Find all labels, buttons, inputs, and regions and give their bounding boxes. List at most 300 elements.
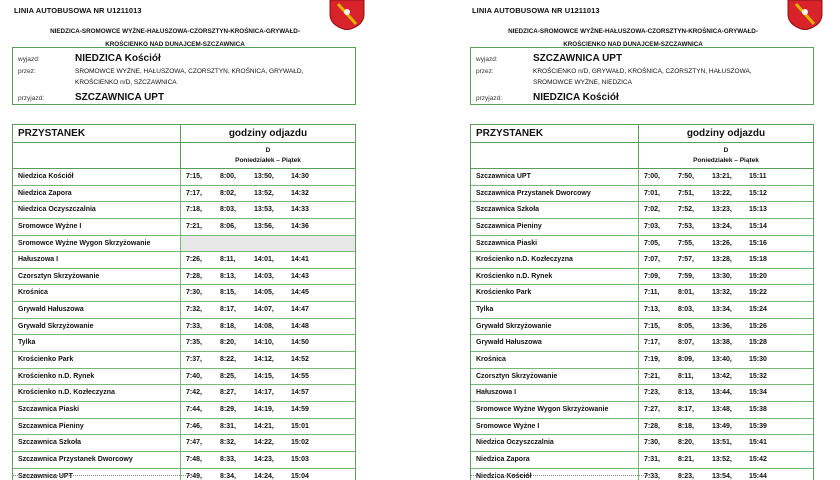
departure-time: 7:00, bbox=[644, 173, 660, 180]
timetable-row bbox=[13, 219, 355, 236]
stop-name: Krościenko n.D. Rynek bbox=[471, 269, 639, 285]
departure-time: 7:32, bbox=[186, 306, 202, 314]
departure-time: 15:18 bbox=[749, 256, 767, 264]
departure-time: 14:32 bbox=[291, 189, 309, 197]
stop-name: Krościenko n.D. Kozłeczyzna bbox=[471, 252, 639, 268]
departure-times bbox=[181, 252, 355, 268]
via-line-2: KROŚCIENKO n/D, SZCZAWNICA bbox=[75, 79, 177, 86]
departure-time: 7:07, bbox=[644, 256, 660, 264]
timetable-row bbox=[13, 252, 355, 269]
departure-times bbox=[181, 186, 355, 202]
departure-times bbox=[639, 319, 813, 335]
departure-time: 8:32, bbox=[220, 439, 236, 447]
departure-time: 7:30, bbox=[186, 289, 202, 297]
departure-time: 8:18, bbox=[220, 322, 236, 330]
departure-time: 15:20 bbox=[749, 272, 767, 280]
footnote-divider bbox=[12, 475, 192, 478]
departure-time: 14:22, bbox=[254, 439, 274, 447]
stop-name: Hałuszowa I bbox=[471, 385, 639, 401]
timetable-row bbox=[471, 302, 813, 319]
stop-name: Grywałd Hałuszowa bbox=[471, 335, 639, 351]
departure-time: 15:41 bbox=[749, 439, 767, 447]
stop-name: Krościenko n.D. Rynek bbox=[13, 369, 181, 385]
stop-name: Niedzica Kościół bbox=[13, 169, 181, 185]
departure-time: 14:59 bbox=[291, 405, 309, 413]
stop-name: Sromowce Wyżne Wygon Skrzyżowanie bbox=[13, 236, 181, 252]
departure-time: 7:21, bbox=[186, 222, 202, 230]
departure-time: 13:28, bbox=[712, 256, 732, 264]
departure-time: 7:35, bbox=[186, 339, 202, 347]
via-label: przez: bbox=[18, 68, 36, 75]
departure-time: 13:34, bbox=[712, 306, 732, 314]
departure-time: 13:24, bbox=[712, 222, 732, 230]
departure-time: 14:15, bbox=[254, 372, 274, 380]
departure-time: 14:10, bbox=[254, 339, 274, 347]
stop-name: Szczawnica UPT bbox=[13, 469, 181, 480]
stop-name: Szczawnica Przystanek Dworcowy bbox=[471, 186, 639, 202]
departure-time: 13:40, bbox=[712, 356, 732, 364]
departure-time: 7:42, bbox=[186, 389, 202, 397]
timetable-row bbox=[471, 169, 813, 186]
departure-time: 8:13, bbox=[678, 389, 694, 397]
departure-time: 7:26, bbox=[186, 256, 202, 264]
timetable-row bbox=[471, 252, 813, 269]
departure-time: 8:22, bbox=[220, 356, 236, 364]
departure-time: 7:18, bbox=[186, 206, 202, 214]
departure-time: 8:18, bbox=[678, 422, 694, 430]
departure-time: 7:17, bbox=[186, 189, 202, 197]
stop-subheader-blank bbox=[471, 143, 639, 168]
timetable-row bbox=[471, 186, 813, 203]
stop-name: Niedzica Oczyszczalnia bbox=[13, 202, 181, 218]
departure-time: 8:07, bbox=[678, 339, 694, 347]
departure-times bbox=[181, 302, 355, 318]
departure-time: 13:48, bbox=[712, 405, 732, 413]
departure-label: wyjazd: bbox=[18, 56, 40, 63]
departure-time: 7:49, bbox=[186, 472, 202, 480]
departure-time: 14:55 bbox=[291, 372, 309, 380]
departure-time: 13:51, bbox=[712, 439, 732, 447]
line-title: LINIA AUTOBUSOWA NR U1211013 bbox=[14, 6, 142, 15]
stop-column-header: PRZYSTANEK bbox=[13, 125, 181, 142]
via-label: przez: bbox=[476, 68, 494, 75]
stop-name: Czorsztyn Skrzyżowanie bbox=[471, 369, 639, 385]
departure-times bbox=[181, 335, 355, 351]
departure-time: 13:30, bbox=[712, 272, 732, 280]
departure-time: 7:44, bbox=[186, 405, 202, 413]
arrival-value: SZCZAWNICA UPT bbox=[75, 92, 165, 103]
route-line-2: KROŚCIENKO NAD DUNAJCEM-SZCZAWNICA bbox=[105, 41, 245, 48]
departure-time: 8:27, bbox=[220, 389, 236, 397]
timetable bbox=[12, 124, 356, 480]
departure-time bbox=[186, 236, 220, 252]
departure-time: 7:37, bbox=[186, 356, 202, 364]
arrival-label: przyjazd: bbox=[476, 95, 503, 102]
stop-name: Niedzica Kościół bbox=[471, 469, 639, 480]
timetable-row bbox=[13, 369, 355, 386]
timetable-row bbox=[13, 402, 355, 419]
route-line-1: NIEDZICA-SROMOWCE WYŻNE-HAŁUSZOWA-CZORSZTYN-KROŚNICA-GRYWAŁD- bbox=[508, 28, 758, 35]
stop-name: Grywałd Hałuszowa bbox=[13, 302, 181, 318]
timetable-row bbox=[471, 385, 813, 402]
timetable-row bbox=[471, 236, 813, 253]
departure-times bbox=[639, 169, 813, 185]
departure-time: 8:09, bbox=[678, 356, 694, 364]
departure-time: 8:31, bbox=[220, 422, 236, 430]
departure-times bbox=[639, 236, 813, 252]
stop-name: Niedzica Oczyszczalnia bbox=[471, 435, 639, 451]
departure-time: 14:48 bbox=[291, 322, 309, 330]
departure-time: 7:33, bbox=[644, 472, 660, 480]
departure-time: 14:08, bbox=[254, 322, 274, 330]
departure-time: 15:38 bbox=[749, 405, 767, 413]
departure-times bbox=[639, 435, 813, 451]
departure-time: 7:09, bbox=[644, 272, 660, 280]
stop-name: Krościenko Park bbox=[13, 352, 181, 368]
departure-time: 8:23, bbox=[678, 472, 694, 480]
timetable-row bbox=[13, 385, 355, 402]
departure-time: 8:20, bbox=[678, 439, 694, 447]
departure-time: 14:50 bbox=[291, 339, 309, 347]
departure-time: 7:11, bbox=[644, 289, 660, 297]
timetable-row bbox=[471, 419, 813, 436]
departure-time: 13:52, bbox=[254, 189, 274, 197]
departure-times bbox=[639, 202, 813, 218]
timetable bbox=[470, 124, 814, 480]
timetable-row bbox=[13, 236, 355, 253]
via-value bbox=[533, 66, 803, 88]
departure-time: 13:38, bbox=[712, 339, 732, 347]
stop-name: Krościenko n.D. Kozłeczyzna bbox=[13, 385, 181, 401]
departure-time: 14:01, bbox=[254, 256, 274, 264]
stop-name: Szczawnica Szkoła bbox=[13, 435, 181, 451]
departure-time: 14:30 bbox=[291, 173, 309, 180]
via-line-1: SROMOWCE WYŻNE, HAŁUSZOWA, CZORSZTYN, KROŚNICA, GRYWAŁD, bbox=[75, 68, 304, 75]
timetable-row bbox=[471, 402, 813, 419]
departure-time: 7:40, bbox=[186, 372, 202, 380]
timetable-row bbox=[471, 335, 813, 352]
departure-time: 7:28, bbox=[186, 272, 202, 280]
timetable-row bbox=[13, 352, 355, 369]
departure-time: 14:17, bbox=[254, 389, 274, 397]
departure-times bbox=[181, 269, 355, 285]
departure-time: 7:02, bbox=[644, 206, 660, 214]
stop-name: Krościenko Park bbox=[471, 285, 639, 301]
departure-time: 13:44, bbox=[712, 389, 732, 397]
departure-time: 15:16 bbox=[749, 239, 767, 247]
departure-time: 7:28, bbox=[644, 422, 660, 430]
route-info-box bbox=[12, 47, 356, 105]
timetable-row bbox=[13, 186, 355, 203]
departure-times bbox=[639, 252, 813, 268]
departure-time: 14:43 bbox=[291, 272, 309, 280]
timetable-row bbox=[471, 202, 813, 219]
departure-times bbox=[181, 452, 355, 468]
timetable-rows bbox=[13, 169, 355, 480]
stop-name: Sromowce Wyżne I bbox=[471, 419, 639, 435]
departure-times bbox=[639, 385, 813, 401]
via-value bbox=[75, 66, 345, 88]
departure-time: 15:26 bbox=[749, 322, 767, 330]
departure-time: 8:03, bbox=[220, 206, 236, 214]
departure-times bbox=[639, 402, 813, 418]
timetable-row bbox=[13, 335, 355, 352]
departure-times bbox=[639, 186, 813, 202]
departure-time: 8:17, bbox=[678, 405, 694, 413]
departure-time: 7:13, bbox=[644, 306, 660, 314]
departure-time: 8:01, bbox=[678, 289, 694, 297]
departure-time: 7:21, bbox=[644, 372, 660, 380]
timetable-row bbox=[13, 169, 355, 186]
departure-time: 7:50, bbox=[678, 173, 694, 180]
departure-time: 8:05, bbox=[678, 322, 694, 330]
departure-time: 13:23, bbox=[712, 206, 732, 214]
days-label: Poniedziałek – Piątek bbox=[693, 157, 759, 164]
departure-time: 14:23, bbox=[254, 455, 274, 463]
departure-time: 13:54, bbox=[712, 472, 732, 480]
departure-time: 8:11, bbox=[678, 372, 694, 380]
stop-name: Tylka bbox=[13, 335, 181, 351]
stop-name: Szczawnica Przystanek Dworcowy bbox=[13, 452, 181, 468]
departure-time: 7:05, bbox=[644, 239, 660, 247]
timetable-row bbox=[471, 269, 813, 286]
timetable-row bbox=[471, 435, 813, 452]
departure-time: 13:26, bbox=[712, 239, 732, 247]
timetable-row bbox=[13, 435, 355, 452]
stop-subheader-blank bbox=[13, 143, 181, 168]
departure-time: 7:17, bbox=[644, 339, 660, 347]
timetable-row bbox=[471, 219, 813, 236]
stop-name: Tylka bbox=[471, 302, 639, 318]
departure-times bbox=[639, 285, 813, 301]
departure-times bbox=[181, 236, 355, 252]
departure-time: 8:34, bbox=[220, 472, 236, 480]
departure-value: SZCZAWNICA UPT bbox=[533, 53, 623, 64]
departure-time: 7:30, bbox=[644, 439, 660, 447]
departure-time: 14:07, bbox=[254, 306, 274, 314]
departure-time: 15:01 bbox=[291, 422, 309, 430]
departure-time: 8:17, bbox=[220, 306, 236, 314]
departure-time: 7:53, bbox=[678, 222, 694, 230]
departure-time: 7:23, bbox=[644, 389, 660, 397]
departure-times bbox=[181, 169, 355, 185]
departure-times bbox=[639, 352, 813, 368]
departure-time: 13:49, bbox=[712, 422, 732, 430]
departure-time: 8:20, bbox=[220, 339, 236, 347]
departure-time: 7:31, bbox=[644, 455, 660, 463]
timetable-row bbox=[13, 269, 355, 286]
departure-time: 13:22, bbox=[712, 189, 732, 197]
departure-time: 15:24 bbox=[749, 306, 767, 314]
stop-name: Krośnica bbox=[13, 285, 181, 301]
departure-time: 13:36, bbox=[712, 322, 732, 330]
timetable-row bbox=[471, 352, 813, 369]
days-code: D bbox=[265, 147, 271, 154]
route-info-box bbox=[470, 47, 814, 105]
departure-time: 14:45 bbox=[291, 289, 309, 297]
departures-column-header: godziny odjazdu bbox=[686, 128, 766, 139]
departure-time: 14:47 bbox=[291, 306, 309, 314]
departure-time: 15:42 bbox=[749, 455, 767, 463]
route-line-2: KROŚCIENKO NAD DUNAJCEM-SZCZAWNICA bbox=[563, 41, 703, 48]
departure-time: 7:15, bbox=[186, 173, 202, 180]
departure-time: 7:46, bbox=[186, 422, 202, 430]
departure-times bbox=[639, 219, 813, 235]
timetable-rows bbox=[471, 169, 813, 480]
departure-time: 14:52 bbox=[291, 356, 309, 364]
departure-time: 15:34 bbox=[749, 389, 767, 397]
departure-times bbox=[181, 385, 355, 401]
departure-time: 14:41 bbox=[291, 256, 309, 264]
timetable-row bbox=[471, 285, 813, 302]
arrival-label: przyjazd: bbox=[18, 95, 45, 102]
departure-time: 15:13 bbox=[749, 206, 767, 214]
stop-name: Hałuszowa I bbox=[13, 252, 181, 268]
departure-time bbox=[291, 236, 325, 252]
departure-time: 7:33, bbox=[186, 322, 202, 330]
departure-times bbox=[181, 202, 355, 218]
departure-time: 8:15, bbox=[220, 289, 236, 297]
departure-time: 14:19, bbox=[254, 405, 274, 413]
departure-times bbox=[181, 402, 355, 418]
departure-time: 13:50, bbox=[254, 173, 274, 180]
departure-time: 13:52, bbox=[712, 455, 732, 463]
departure-time: 14:21, bbox=[254, 422, 274, 430]
departure-time: 8:11, bbox=[220, 256, 236, 264]
departure-time: 7:15, bbox=[644, 322, 660, 330]
stop-name: Niedzica Zapora bbox=[471, 452, 639, 468]
departure-time: 15:14 bbox=[749, 222, 767, 230]
departure-time: 8:29, bbox=[220, 405, 236, 413]
stop-name: Grywałd Skrzyżowanie bbox=[471, 319, 639, 335]
timetable-header bbox=[13, 125, 355, 143]
departure-times bbox=[181, 319, 355, 335]
departure-time: 13:56, bbox=[254, 222, 274, 230]
departure-time: 15:12 bbox=[749, 189, 767, 197]
departure-time: 8:02, bbox=[220, 189, 236, 197]
timetable-subheader bbox=[13, 143, 355, 169]
timetable-row bbox=[13, 319, 355, 336]
stop-name: Szczawnica Pieniny bbox=[471, 219, 639, 235]
departure-time: 7:59, bbox=[678, 272, 694, 280]
departure-value: NIEDZICA Kościół bbox=[75, 53, 161, 64]
stop-column-header: PRZYSTANEK bbox=[471, 125, 639, 142]
timetable-row bbox=[13, 452, 355, 469]
departure-time: 8:03, bbox=[678, 306, 694, 314]
departure-time: 14:36 bbox=[291, 222, 309, 230]
timetable-panel-right bbox=[458, 0, 840, 480]
days-info bbox=[639, 143, 813, 168]
via-line-1: KROŚCIENKO n/D, GRYWAŁD, KROŚNICA, CZORSZTYN, HAŁUSZOWA, bbox=[533, 68, 752, 75]
departures-column-header: godziny odjazdu bbox=[228, 128, 308, 139]
departure-time: 15:32 bbox=[749, 372, 767, 380]
departure-times bbox=[181, 285, 355, 301]
stop-name: Czorsztyn Skrzyżowanie bbox=[13, 269, 181, 285]
departure-times bbox=[639, 369, 813, 385]
timetable-panel-left bbox=[0, 0, 400, 480]
timetable-row bbox=[13, 419, 355, 436]
departure-time: 13:32, bbox=[712, 289, 732, 297]
timetable-row bbox=[13, 302, 355, 319]
departure-time: 7:57, bbox=[678, 256, 694, 264]
arrival-value: NIEDZICA Kościół bbox=[533, 92, 619, 103]
departure-time: 8:33, bbox=[220, 455, 236, 463]
departure-time: 14:12, bbox=[254, 356, 274, 364]
departure-time: 14:57 bbox=[291, 389, 309, 397]
departure-time: 8:00, bbox=[220, 173, 236, 180]
timetable-row bbox=[13, 285, 355, 302]
departure-time: 15:04 bbox=[291, 472, 309, 480]
stop-name: Sromowce Wyżne Wygon Skrzyżowanie bbox=[471, 402, 639, 418]
timetable-row bbox=[471, 319, 813, 336]
stop-name: Krośnica bbox=[471, 352, 639, 368]
days-info bbox=[181, 143, 355, 168]
stop-name: Szczawnica Piaski bbox=[471, 236, 639, 252]
departure-time bbox=[254, 236, 291, 252]
departure-time: 14:03, bbox=[254, 272, 274, 280]
departure-time: 7:27, bbox=[644, 405, 660, 413]
days-code: D bbox=[723, 147, 729, 154]
departure-time: 7:52, bbox=[678, 206, 694, 214]
departure-times bbox=[639, 452, 813, 468]
timetable-row bbox=[471, 369, 813, 386]
footnote-divider bbox=[470, 475, 650, 478]
departure-time: 15:28 bbox=[749, 339, 767, 347]
departure-time: 8:13, bbox=[220, 272, 236, 280]
stop-name: Niedzica Zapora bbox=[13, 186, 181, 202]
departure-time: 15:03 bbox=[291, 455, 309, 463]
departure-time: 15:11 bbox=[749, 173, 767, 180]
stop-name: Grywałd Skrzyżowanie bbox=[13, 319, 181, 335]
departure-time bbox=[220, 236, 254, 252]
departure-time: 15:39 bbox=[749, 422, 767, 430]
departure-time: 15:30 bbox=[749, 356, 767, 364]
departure-times bbox=[181, 369, 355, 385]
departure-label: wyjazd: bbox=[476, 56, 498, 63]
stop-name: Szczawnica Szkoła bbox=[471, 202, 639, 218]
route-line-1: NIEDZICA-SROMOWCE WYŻNE-HAŁUSZOWA-CZORSZTYN-KROŚNICA-GRYWAŁD- bbox=[50, 28, 300, 35]
departure-times bbox=[639, 269, 813, 285]
departure-time: 8:25, bbox=[220, 372, 236, 380]
departure-times bbox=[181, 219, 355, 235]
via-line-2: SROMOWCE WYŻNE, NIEDZICA bbox=[533, 79, 632, 86]
departure-times bbox=[181, 419, 355, 435]
departure-time: 7:01, bbox=[644, 189, 660, 197]
departure-times bbox=[639, 302, 813, 318]
footnote-area bbox=[12, 472, 312, 480]
stop-name: Szczawnica UPT bbox=[471, 169, 639, 185]
departure-time: 14:33 bbox=[291, 206, 309, 214]
departure-times bbox=[181, 352, 355, 368]
departure-time: 13:42, bbox=[712, 372, 732, 380]
departure-time: 8:21, bbox=[678, 455, 694, 463]
departure-time: 14:24, bbox=[254, 472, 274, 480]
departure-time: 15:44 bbox=[749, 472, 767, 480]
timetable-subheader bbox=[471, 143, 813, 169]
departure-time: 15:22 bbox=[749, 289, 767, 297]
departure-time: 8:06, bbox=[220, 222, 236, 230]
departure-time: 13:21, bbox=[712, 173, 732, 180]
line-title: LINIA AUTOBUSOWA NR U1211013 bbox=[472, 6, 600, 15]
departure-times bbox=[181, 435, 355, 451]
departure-time: 13:53, bbox=[254, 206, 274, 214]
departure-time: 7:51, bbox=[678, 189, 694, 197]
departure-time: 7:47, bbox=[186, 439, 202, 447]
departure-times bbox=[639, 419, 813, 435]
days-label: Poniedziałek – Piątek bbox=[235, 157, 301, 164]
stop-name: Szczawnica Piaski bbox=[13, 402, 181, 418]
stop-name: Sromowce Wyżne I bbox=[13, 219, 181, 235]
